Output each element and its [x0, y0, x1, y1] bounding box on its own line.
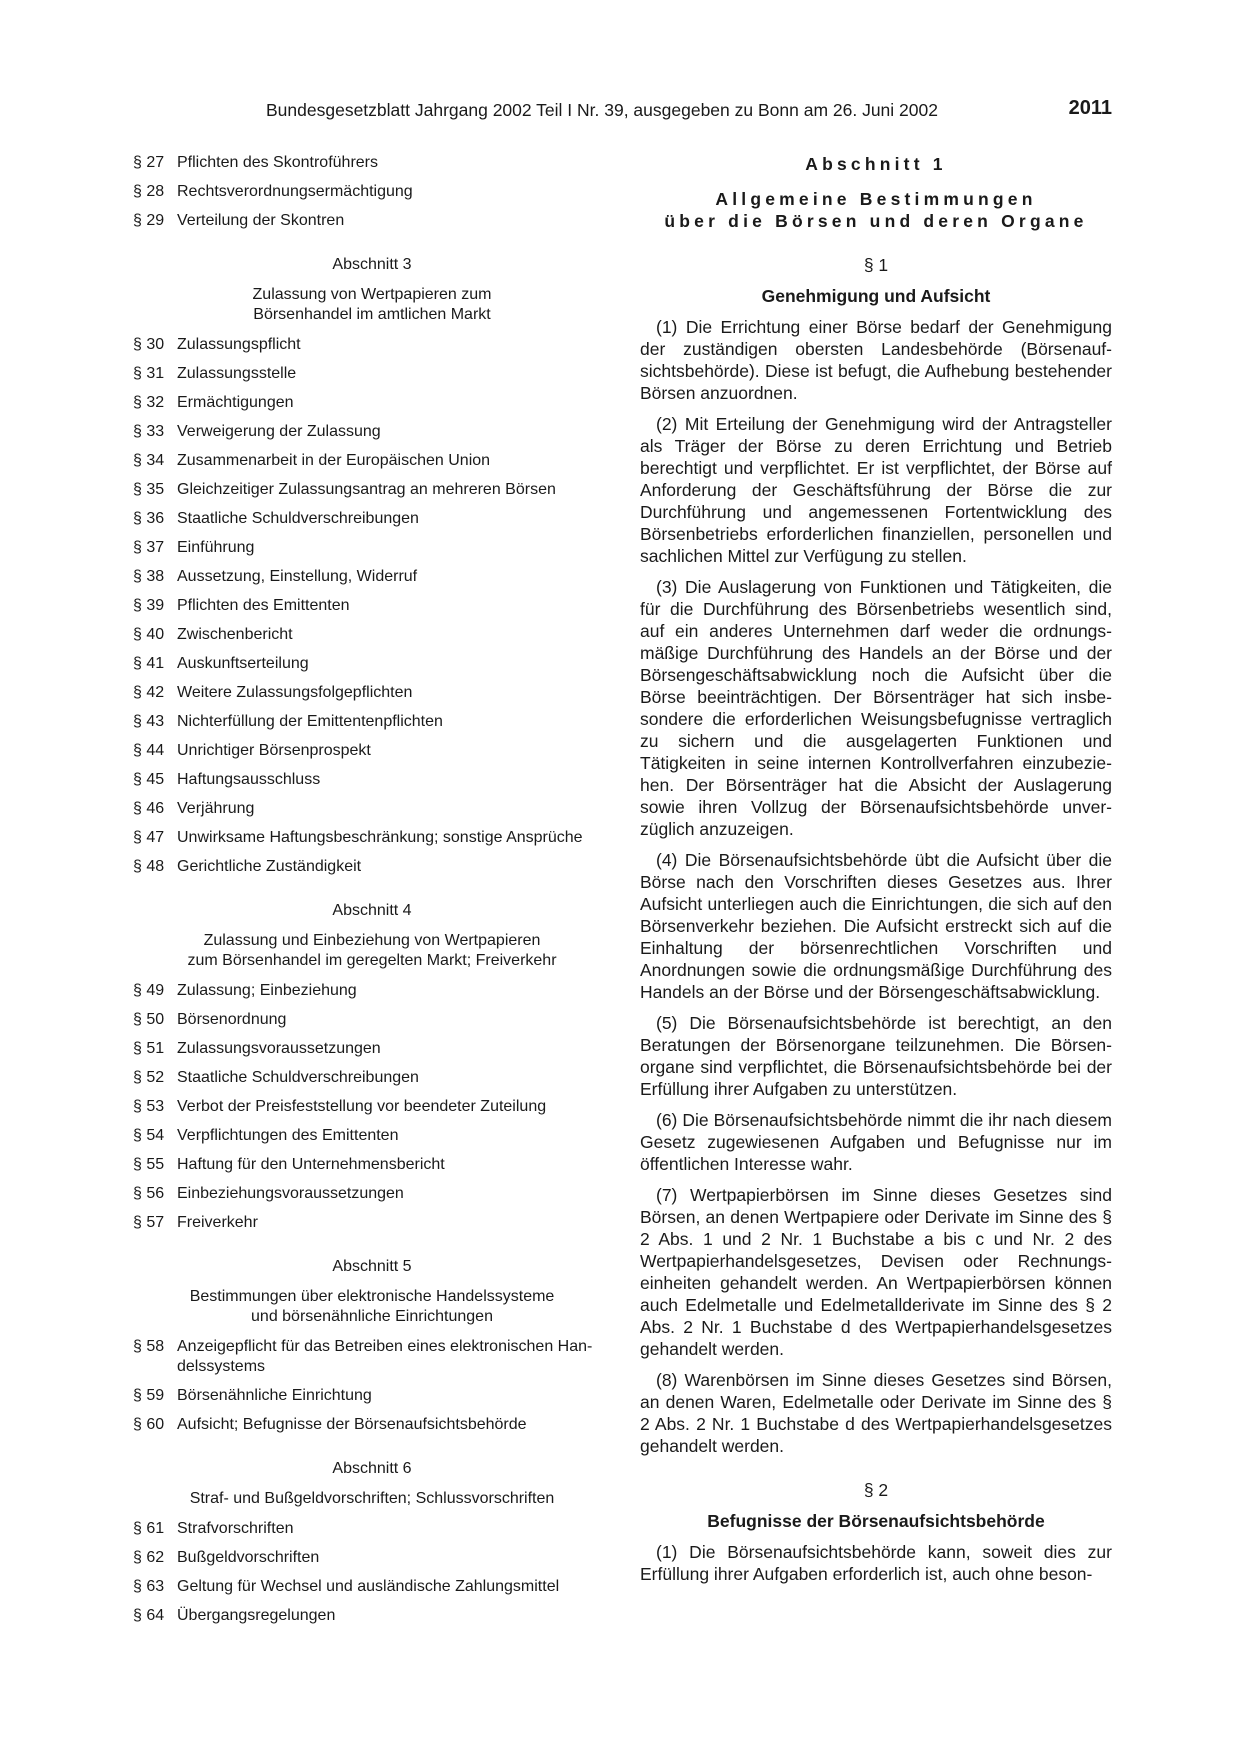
toc-item-number: § 55: [133, 1156, 165, 1173]
toc-item-number: § 29: [133, 212, 165, 229]
toc-group-abschnitt-4: [133, 981, 611, 1233]
toc-item-title: Staatliche Schuldverschreibungen: [177, 510, 419, 527]
toc-item-number: § 56: [133, 1185, 165, 1202]
toc-item-title: Gleichzeitiger Zulassungsantrag an mehreren Börsen: [177, 481, 556, 498]
toc-item-title: Zulassung; Einbeziehung: [177, 982, 357, 999]
toc-subtitle-line: Börsenhandel im amtlichen Markt: [253, 306, 491, 323]
toc-item: [133, 1155, 611, 1175]
paragraph-number: § 2: [863, 1480, 889, 1500]
toc-item-number: § 30: [133, 336, 165, 353]
toc-item-title: Freiverkehr: [177, 1214, 258, 1231]
paragraph-body: [640, 1541, 1112, 1585]
toc-item: [133, 712, 611, 732]
toc-item: [133, 538, 611, 558]
toc-item-number: § 48: [133, 858, 165, 875]
toc-item-title: Aussetzung, Einstellung, Widerruf: [177, 568, 418, 585]
toc-item-title: Gerichtliche Zuständigkeit: [177, 858, 362, 875]
paragraph-number: § 1: [863, 255, 889, 275]
toc-item: [133, 335, 611, 355]
toc-item-title: Haftung für den Unternehmensbericht: [177, 1156, 445, 1173]
toc-subtitle-line: Zulassung und Einbeziehung von Wertpapieren: [203, 932, 541, 949]
body-paragraph: (4) Die Börsenaufsichtsbehörde übt die Aufsicht über die Börse nach den Vorschriften dieses Gesetzes aus. Ihrer Aufsicht unterliegen auch die Einrichtungen, die sich auf den Börsenverkehr beziehen. Die Aufsicht erstreckt sich auf die Einhaltung der börsenrechtlichen Vorschriften und Anordnungen sowie die ordnungsmäßige Durchführung des Handels an der Börse und der Börsengeschäftsabwicklung.: [640, 850, 1112, 1002]
toc-item-number: § 63: [133, 1578, 165, 1595]
toc-item-number: § 37: [133, 539, 165, 556]
toc-item-number: § 31: [133, 365, 165, 382]
toc-group-abschnitt-5: [133, 1337, 611, 1435]
toc-item-title: Pflichten des Skontroführers: [177, 154, 378, 171]
toc-item-number: § 52: [133, 1069, 165, 1086]
toc-item: [133, 509, 611, 529]
toc-item: [133, 1577, 611, 1597]
toc-item: [133, 1068, 611, 1088]
toc-subtitle-line: Straf- und Bußgeldvorschriften; Schlussvorschriften: [189, 1490, 555, 1507]
toc-item-title: Einbeziehungsvoraussetzungen: [177, 1185, 404, 1202]
toc-subtitle-line: und börsenähnliche Einrichtungen: [251, 1308, 493, 1325]
toc-item-title: Unwirksame Haftungsbeschränkung; sonstige Ansprüche: [177, 829, 583, 846]
toc-item-title: Verweigerung der Zulassung: [177, 423, 381, 440]
toc-item: [133, 1010, 611, 1030]
toc-item-number: § 54: [133, 1127, 165, 1144]
toc-item-number: § 62: [133, 1549, 165, 1566]
body-paragraph: (7) Wertpapierbörsen im Sinne dieses Gesetzes sind Börsen, an denen Wertpapiere oder Derivate im Sinne des § 2 Abs. 1 und 2 Nr. 1 Buchstabe a bis c und Nr. 2 des Wertpapierhandelsgesetzes, Devisen oder Rechnungseinheiten gehandelt werden. An Wertpapierbörsen können auch Edelmetalle und Edelmetallderivate im Sinne des § 2 Abs. 2 Nr. 1 Buchstabe d des Wertpapierhandelsgesetzes gehandelt werden.: [640, 1185, 1112, 1359]
running-title: Bundesgesetzblatt Jahrgang 2002 Teil I Nr. 39, ausgegeben zu Bonn am 26. Juni 2002: [266, 100, 938, 120]
toc-item-number: § 44: [133, 742, 165, 759]
toc-item-title: Börsenähnliche Einrichtung: [177, 1387, 372, 1404]
toc-item-number: § 64: [133, 1607, 165, 1624]
toc-item-number: § 50: [133, 1011, 165, 1028]
toc-item-number: § 42: [133, 684, 165, 701]
toc-item-number: § 35: [133, 481, 165, 498]
toc-item-title: Nichterfüllung der Emittentenpflichten: [177, 713, 443, 730]
toc-item-title: Anzeigepflicht für das Betreiben eines elektronischen Handelssystems: [177, 1338, 593, 1375]
toc-item-number: § 57: [133, 1214, 165, 1231]
toc-item: [133, 1415, 611, 1435]
body-paragraph: (8) Warenbörsen im Sinne dieses Gesetzes sind Börsen, an denen Waren, Edelmetalle oder Derivate im Sinne des § 2 Abs. 2 Nr. 1 Buchstabe d des Wertpapierhandelsgesetzes gehandelt werden.: [640, 1370, 1112, 1456]
toc-item-number: § 59: [133, 1387, 165, 1404]
toc-item: [133, 480, 611, 500]
toc-item: [133, 1184, 611, 1204]
toc-item-title: Einführung: [177, 539, 255, 556]
toc-item: [133, 451, 611, 471]
toc-item: [133, 799, 611, 819]
toc-item: [133, 683, 611, 703]
toc-item-title: Geltung für Wechsel und ausländische Zahlungsmittel: [177, 1578, 560, 1595]
toc-item-title: Zulassungspflicht: [177, 336, 301, 353]
toc-item: [133, 1126, 611, 1146]
section-heading: Abschnitt 1: [805, 154, 947, 174]
toc-item: [133, 596, 611, 616]
toc-item-number: § 33: [133, 423, 165, 440]
toc-subtitle-line: zum Börsenhandel im geregelten Markt; Freiverkehr: [187, 952, 557, 969]
toc-item-number: § 39: [133, 597, 165, 614]
toc-item-title: Verjährung: [177, 800, 255, 817]
toc-item-title: Aufsicht; Befugnisse der Börsenaufsichtsbehörde: [177, 1416, 527, 1433]
toc-item-number: § 28: [133, 183, 165, 200]
toc-item-title: Unrichtiger Börsenprospekt: [177, 742, 371, 759]
paragraph-title: Genehmigung und Aufsicht: [761, 286, 991, 306]
toc-item-title: Pflichten des Emittenten: [177, 597, 350, 614]
toc-heading-abschnitt-3: Abschnitt 3: [332, 256, 412, 273]
toc-subtitle-abschnitt-4: [133, 931, 611, 971]
toc-item-title: Zwischenbericht: [177, 626, 293, 643]
toc-item: [133, 1213, 611, 1233]
paragraph-title: Befugnisse der Börsenaufsichtsbehörde: [707, 1511, 1045, 1531]
toc-group-1: [133, 153, 611, 231]
toc-item-title: Verteilung der Skontren: [177, 212, 345, 229]
toc-subtitle-abschnitt-6: [133, 1489, 611, 1509]
toc-item: [133, 567, 611, 587]
toc-item-title: Börsenordnung: [177, 1011, 287, 1028]
paragraph-body: [640, 316, 1112, 1457]
body-paragraph: (3) Die Auslagerung von Funktionen und Tätigkeiten, die für die Durchführung des Börsenbetriebs wesentlich sind, auf ein anderes Unternehmen darf weder die ordnungsmäßige Durchführung des Handels an der Börse und der Börsengeschäftsabwicklung noch die Aufsicht über die Börse beeinträchtigen. Der Börsenträger hat sich insbesondere die erforderlichen Weisungsbefugnisse vertraglich zu sichern und die ausgelagerten Funktionen und Tätigkeiten in seine internen Kontrollverfahren einzubeziehen. Der Börsenträger hat die Absicht der Auslagerung sowie ihren Vollzug der Börsenaufsichtsbehörde unverzüglich anzuzeigen.: [640, 577, 1112, 839]
toc-item: [133, 741, 611, 761]
toc-item: [133, 625, 611, 645]
toc-item-title: Zulassungsstelle: [177, 365, 297, 382]
toc-item-number: § 27: [133, 154, 165, 171]
section-title-line: über die Börsen und deren Organe: [664, 211, 1088, 231]
toc-item-title: Staatliche Schuldverschreibungen: [177, 1069, 419, 1086]
toc-item-number: § 43: [133, 713, 165, 730]
toc-item-number: § 53: [133, 1098, 165, 1115]
toc-item: [133, 857, 611, 877]
toc-item-title: Zulassungsvoraussetzungen: [177, 1040, 381, 1057]
toc-item: [133, 770, 611, 790]
toc-item-number: § 58: [133, 1338, 165, 1355]
toc-subtitle-line: Bestimmungen über elektronische Handelssysteme: [189, 1288, 555, 1305]
toc-item-number: § 49: [133, 982, 165, 999]
toc-subtitle-abschnitt-5: [133, 1287, 611, 1327]
toc-item: [133, 1606, 611, 1626]
toc-item: [133, 364, 611, 384]
toc-item: [133, 981, 611, 1001]
toc-item-number: § 36: [133, 510, 165, 527]
toc-item: [133, 1519, 611, 1539]
toc-item-title: Haftungsausschluss: [177, 771, 321, 788]
toc-subtitle-abschnitt-3: [133, 285, 611, 325]
toc-item: [133, 1337, 611, 1377]
body-column: [640, 153, 1112, 1594]
body-paragraph: (2) Mit Erteilung der Genehmigung wird der Antragsteller als Träger der Börse zu deren Errichtung und Betrieb berechtigt und verpflichtet. Er ist verpflichtet, der Börse auf Anforderung der Geschäftsführung der Börse die zur Durchführung und angemessenen Fortentwicklung des Börsenbetriebs erforderlichen finanziellen, personellen und sachlichen Mittel zur Verfügung zu stellen.: [640, 414, 1112, 566]
toc-item-title: Übergangsregelungen: [177, 1607, 336, 1624]
toc-item-title: Weitere Zulassungsfolgepflichten: [177, 684, 413, 701]
toc-item-title: Auskunftserteilung: [177, 655, 309, 672]
toc-item-number: § 34: [133, 452, 165, 469]
toc-heading-abschnitt-4: Abschnitt 4: [332, 902, 412, 919]
toc-item: [133, 153, 611, 173]
toc-item: [133, 1548, 611, 1568]
body-paragraph: (5) Die Börsenaufsichtsbehörde ist berechtigt, an den Beratungen der Börsenorgane teilzunehmen. Die Börsenorgane sind verpflichtet, die Börsenaufsichtsbehörde bei der Erfüllung ihrer Aufgaben zu unterstützen.: [640, 1013, 1112, 1099]
toc-item-number: § 38: [133, 568, 165, 585]
toc-item: [133, 393, 611, 413]
toc-item: [133, 1386, 611, 1406]
toc-item-number: § 51: [133, 1040, 165, 1057]
body-paragraph: (1) Die Börsenaufsichtsbehörde kann, soweit dies zur Erfüllung ihrer Aufgaben erforderlich ist, auch ohne beson-: [640, 1542, 1112, 1584]
body-paragraph: (1) Die Errichtung einer Börse bedarf der Genehmigung der zuständigen obersten Landesbehörde (Börsenaufsichtsbehörde). Diese ist befugt, die Aufhebung bestehender Börsen anzuordnen.: [640, 317, 1112, 403]
section-title-line: Allgemeine Bestimmungen: [715, 189, 1037, 209]
toc-item-title: Verbot der Preisfeststellung vor beendeter Zuteilung: [177, 1098, 547, 1115]
toc-subtitle-line: Zulassung von Wertpapieren zum: [252, 286, 492, 303]
toc-item-number: § 41: [133, 655, 165, 672]
toc-column: [133, 153, 611, 1635]
toc-item: [133, 654, 611, 674]
toc-item-number: § 60: [133, 1416, 165, 1433]
toc-item-number: § 45: [133, 771, 165, 788]
toc-item: [133, 1039, 611, 1059]
section-title-block: [640, 153, 1112, 232]
toc-item: [133, 211, 611, 231]
toc-group-abschnitt-6: [133, 1519, 611, 1626]
toc-item-title: Strafvorschriften: [177, 1520, 294, 1537]
toc-item-title: Bußgeldvorschriften: [177, 1549, 320, 1566]
toc-item: [133, 828, 611, 848]
toc-item: [133, 1097, 611, 1117]
body-paragraph: (6) Die Börsenaufsichtsbehörde nimmt die ihr nach diesem Gesetz zugewiesenen Aufgaben und Befugnisse nur im öffentlichen Interesse wahr.: [640, 1110, 1112, 1174]
toc-heading-abschnitt-6: Abschnitt 6: [332, 1460, 412, 1477]
toc-item-title: Verpflichtungen des Emittenten: [177, 1127, 399, 1144]
toc-item-number: § 40: [133, 626, 165, 643]
toc-item-number: § 47: [133, 829, 165, 846]
toc-heading-abschnitt-5: Abschnitt 5: [332, 1258, 412, 1275]
toc-item-title: Zusammenarbeit in der Europäischen Union: [177, 452, 491, 469]
toc-group-abschnitt-3: [133, 335, 611, 877]
toc-item-number: § 61: [133, 1520, 165, 1537]
page-number: 2011: [1068, 97, 1112, 119]
page-header: [266, 97, 1112, 126]
toc-item-title: Rechtsverordnungsermächtigung: [177, 183, 413, 200]
toc-item: [133, 182, 611, 202]
toc-item: [133, 422, 611, 442]
toc-item-number: § 32: [133, 394, 165, 411]
toc-item-title: Ermächtigungen: [177, 394, 294, 411]
toc-item-number: § 46: [133, 800, 165, 817]
